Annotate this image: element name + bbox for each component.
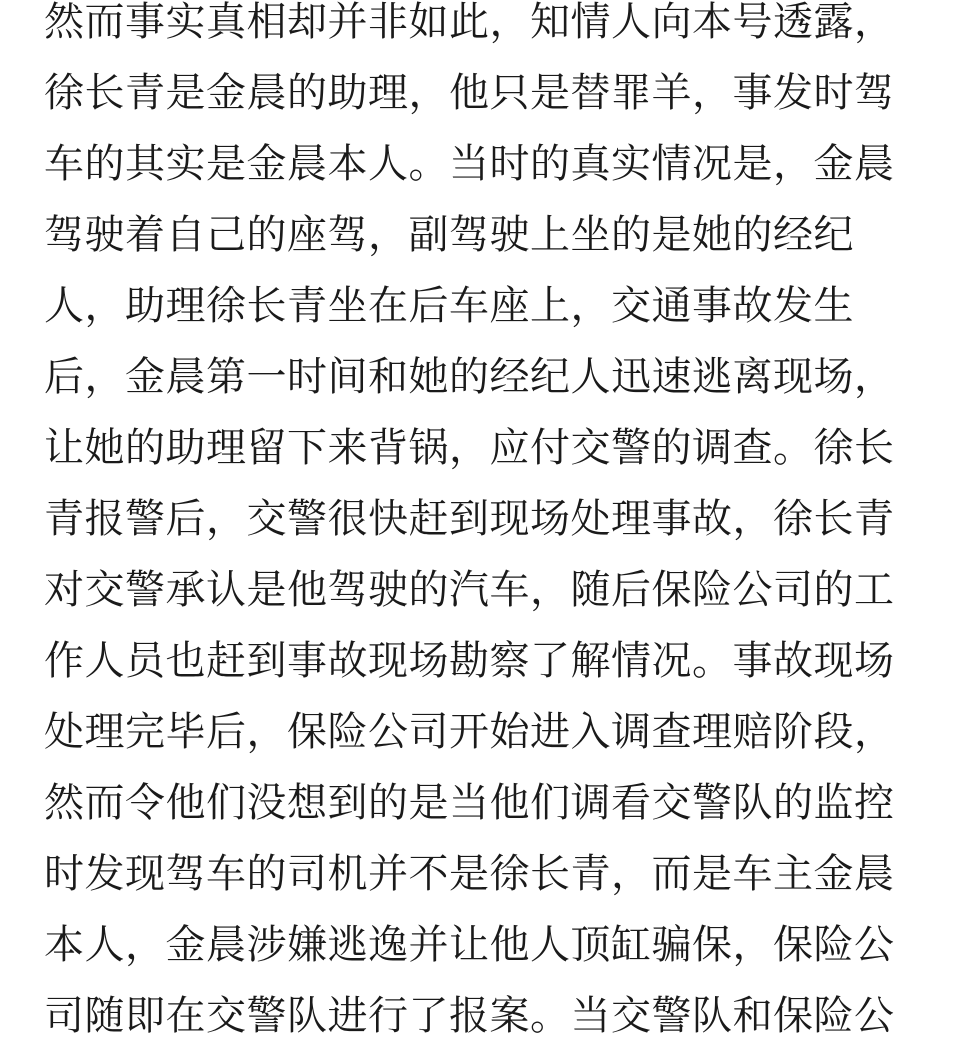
article-line: 然而令他们没想到的是当他们调看交警队的监控 <box>44 780 895 826</box>
article-line: 对交警承认是他驾驶的汽车，随后保险公司的工 <box>44 567 895 613</box>
article-line: 青报警后，交警很快赶到现场处理事故，徐长青 <box>44 496 895 542</box>
article-line: 驾驶着自己的座驾，副驾驶上坐的是她的经纪 <box>44 212 854 258</box>
article-line: 车的其实是金晨本人。当时的真实情况是，金晨 <box>44 141 895 187</box>
article-line: 时发现驾车的司机并不是徐长青，而是车主金晨 <box>44 851 895 897</box>
article-line: 让她的助理留下来背锅，应付交警的调查。徐长 <box>44 425 895 471</box>
article-line: 本人，金晨涉嫌逃逸并让他人顶缸骗保，保险公 <box>44 922 895 968</box>
article-line: 后，金晨第一时间和她的经纪人迅速逃离现场， <box>44 354 895 400</box>
article-line: 司随即在交警队进行了报案。当交警队和保险公 <box>44 993 895 1039</box>
article-line: 处理完毕后，保险公司开始进入调查理赔阶段， <box>44 709 895 755</box>
article-line: 作人员也赶到事故现场勘察了解情况。事故现场 <box>44 638 895 684</box>
article-line: 人，助理徐长青坐在后车座上，交通事故发生 <box>44 283 854 329</box>
article-line: 徐长青是金晨的助理，他只是替罪羊，事发时驾 <box>44 70 895 116</box>
article-line: 然而事实真相却并非如此，知情人向本号透露， <box>44 0 895 45</box>
